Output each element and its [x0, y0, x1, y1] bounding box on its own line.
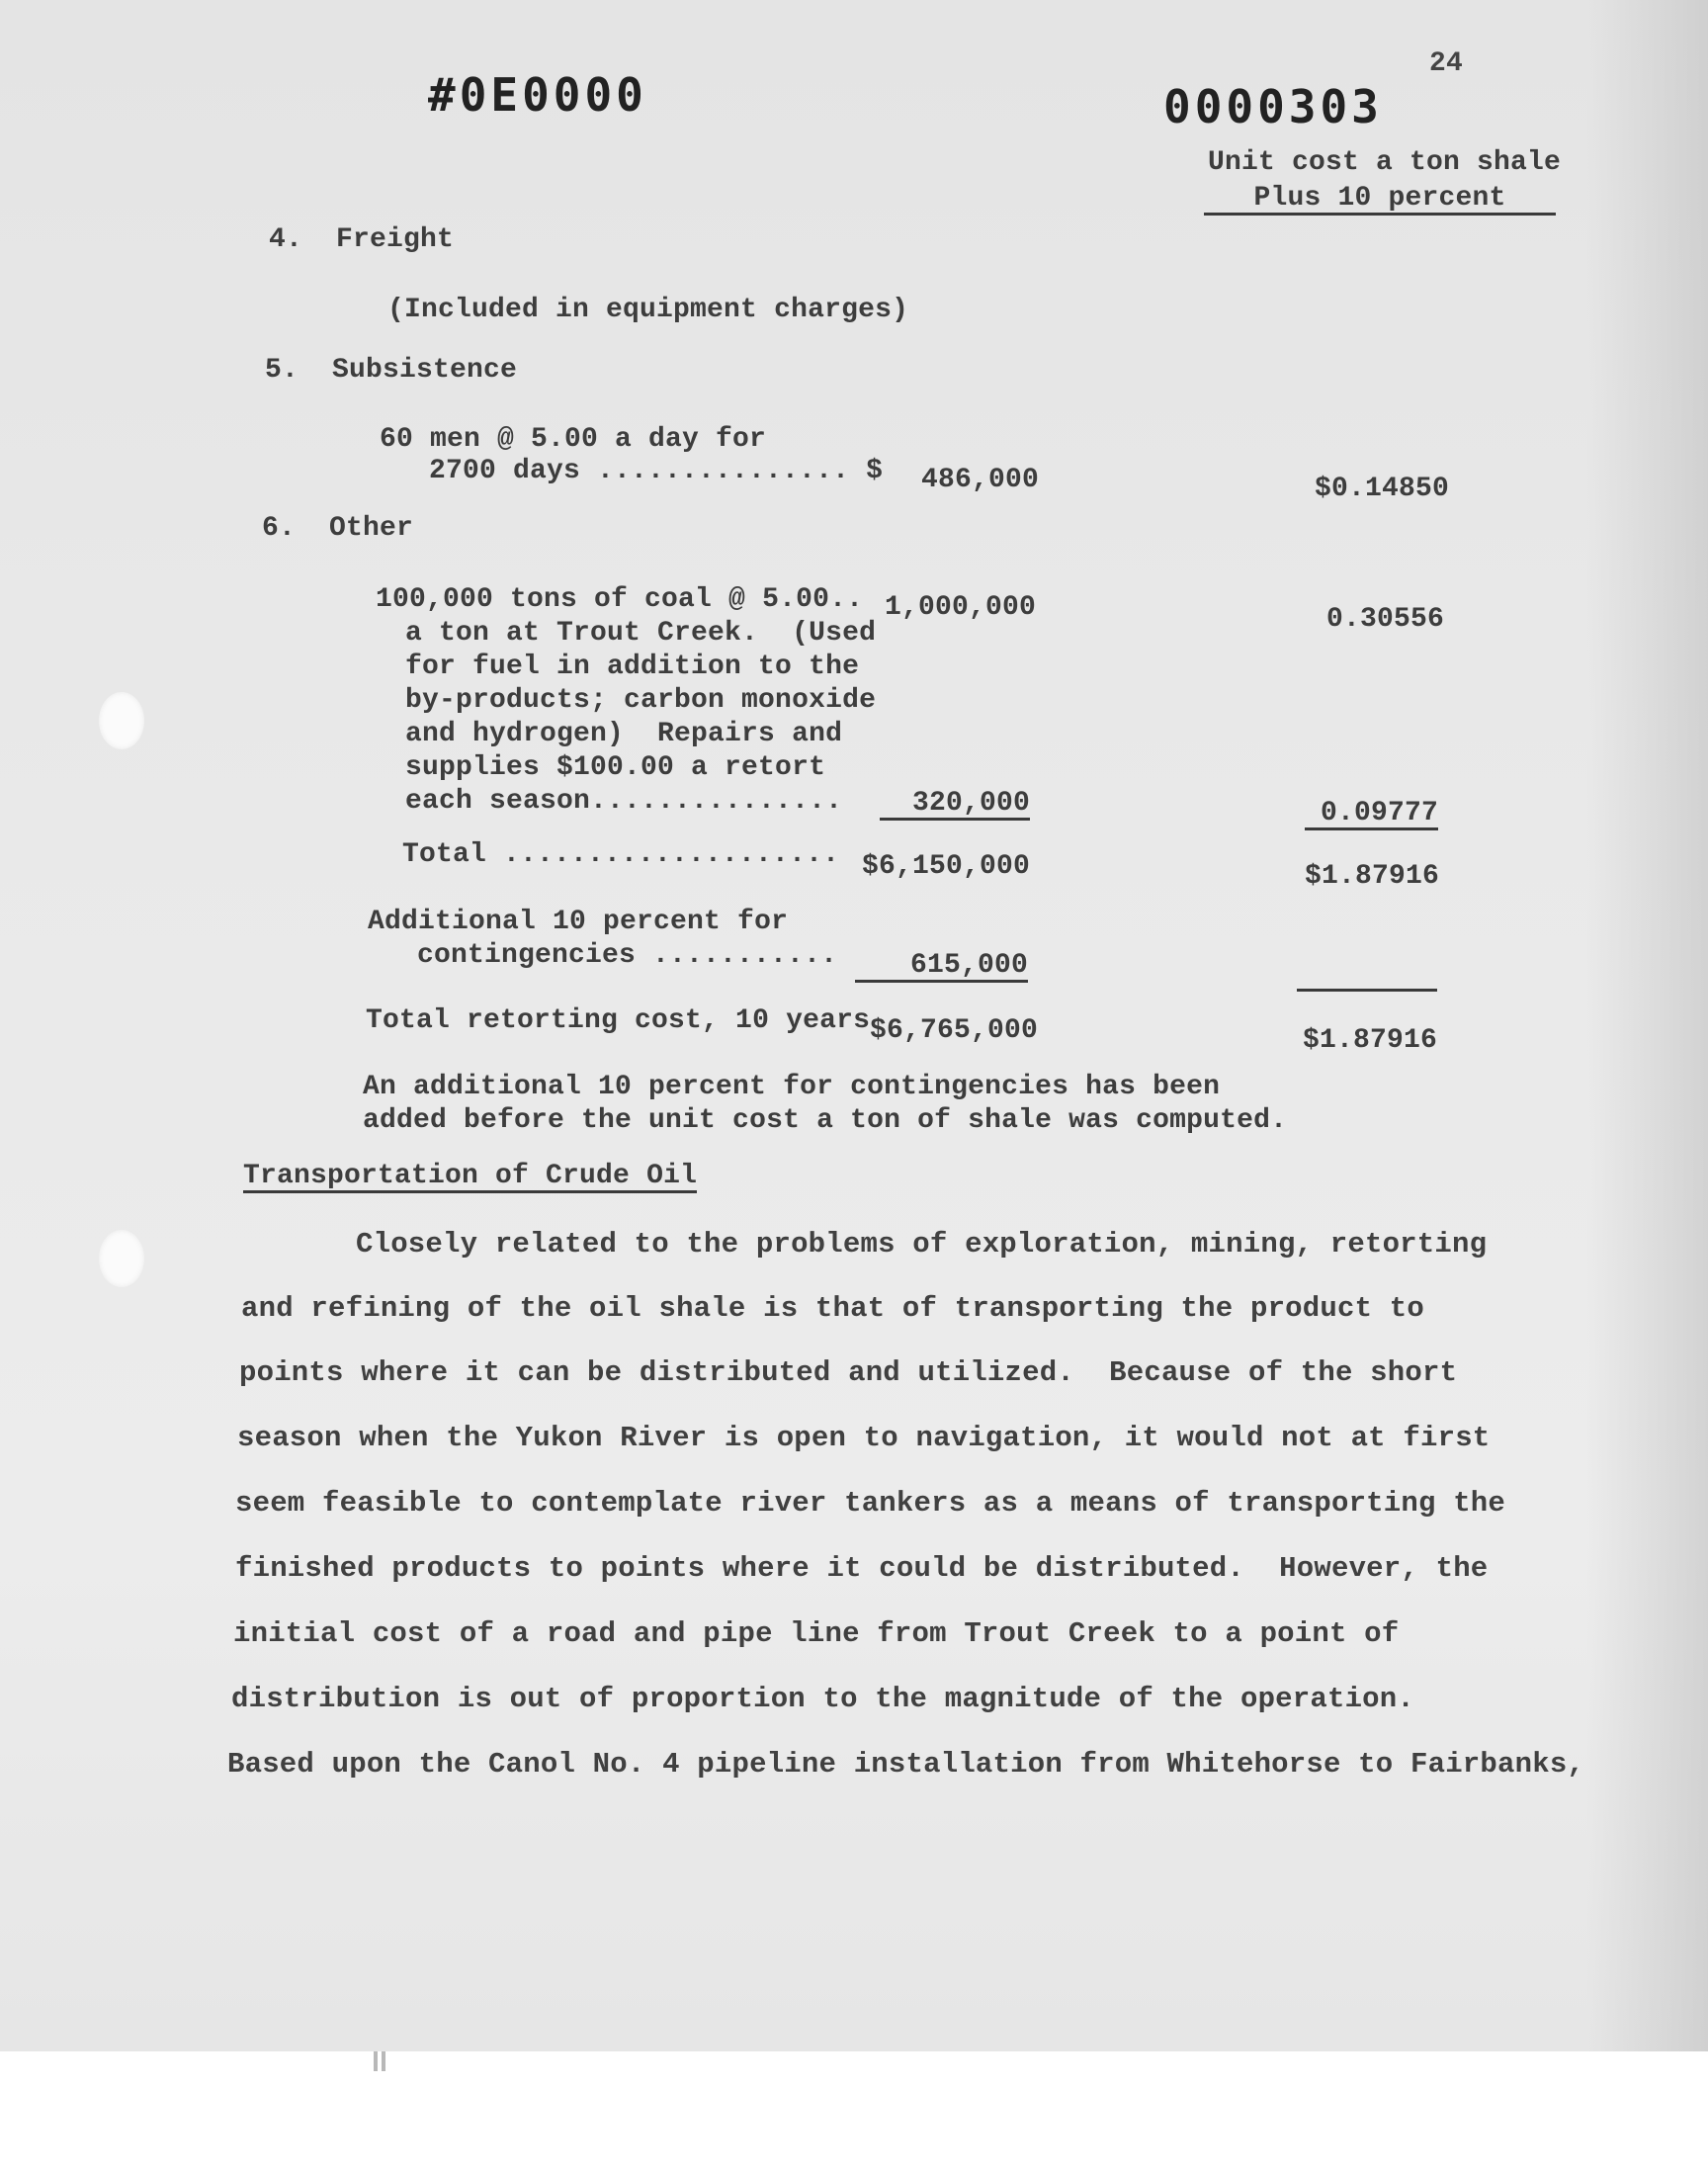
- additional-line: contingencies ...........: [417, 940, 838, 971]
- subsistence-line: 2700 days ............... $: [429, 456, 884, 486]
- page-shadow: [1586, 0, 1708, 2051]
- retorting-label: Total retorting cost, 10 years: [366, 1005, 871, 1036]
- coal-line: 100,000 tons of coal @ 5.00..: [376, 584, 864, 615]
- retorting-unit-cost: $1.87916: [1303, 1025, 1438, 1056]
- section-heading-transportation: Transportation of Crude Oil: [243, 1161, 698, 1191]
- subsistence-unit-cost: $0.14850: [1315, 474, 1450, 504]
- coal-line: by-products; carbon monoxide: [405, 685, 877, 716]
- paragraph-line: Closely related to the problems of exploration, mining, retorting: [356, 1228, 1488, 1261]
- total-label: Total ....................: [402, 839, 840, 870]
- retorting-amount: $6,765,000: [870, 1015, 1039, 1046]
- paragraph-line: finished products to points where it could be distributed. However, the: [235, 1552, 1489, 1585]
- repairs-amount: 320,000: [880, 789, 1030, 821]
- additional-line: Additional 10 percent for: [368, 907, 789, 937]
- coal-amount: 1,000,000: [885, 592, 1037, 623]
- paragraph-line: initial cost of a road and pipe line from Trout Creek to a point of: [233, 1617, 1400, 1650]
- coal-line: each season...............: [405, 786, 843, 817]
- page-number: 24: [1429, 48, 1464, 79]
- section-heading-subsistence: 5. Subsistence: [265, 355, 518, 386]
- contingency-note: An additional 10 percent for contingencies has been: [363, 1072, 1221, 1102]
- unit-cost-rule: [1297, 989, 1437, 992]
- paragraph-line: season when the Yukon River is open to navigation, it would not at first: [237, 1422, 1491, 1454]
- paragraph-line: Based upon the Canol No. 4 pipeline installation from Whitehorse to Fairbanks,: [227, 1748, 1585, 1781]
- column-heading: Unit cost a ton shale: [1208, 147, 1562, 178]
- punch-hole: [99, 692, 144, 749]
- total-amount: $6,150,000: [862, 851, 1031, 882]
- freight-note: (Included in equipment charges): [387, 295, 909, 325]
- coal-line: a ton at Trout Creek. (Used: [405, 618, 877, 649]
- column-subheading: Plus 10 percent: [1204, 184, 1556, 216]
- section-heading-other: 6. Other: [262, 513, 414, 544]
- punch-hole: [99, 1230, 144, 1287]
- additional-amount: 615,000: [855, 951, 1028, 983]
- subsistence-line: 60 men @ 5.00 a day for: [380, 424, 767, 455]
- repairs-unit-cost: 0.09777: [1305, 799, 1438, 830]
- coal-line: for fuel in addition to the: [405, 652, 860, 682]
- paragraph-line: distribution is out of proportion to the magnitude of the operation.: [231, 1683, 1414, 1715]
- document-stamp-left: #0E0000: [428, 68, 647, 122]
- paragraph-line: seem feasible to contemplate river tankers as a means of transporting the: [235, 1487, 1506, 1520]
- document-stamp-right: 0000303: [1163, 80, 1383, 133]
- paragraph-line: points where it can be distributed and utilized. Because of the short: [239, 1356, 1458, 1389]
- total-unit-cost: $1.87916: [1305, 861, 1440, 892]
- scan-mark: [382, 2051, 385, 2071]
- section-heading-freight: 4. Freight: [269, 224, 455, 255]
- coal-line: and hydrogen) Repairs and: [405, 719, 843, 749]
- paragraph-line: and refining of the oil shale is that of transporting the product to: [241, 1292, 1424, 1325]
- scan-mark: [374, 2051, 378, 2071]
- coal-unit-cost: 0.30556: [1326, 604, 1445, 635]
- coal-line: supplies $100.00 a retort: [405, 752, 826, 783]
- contingency-note: added before the unit cost a ton of shale was computed.: [363, 1105, 1288, 1136]
- subsistence-amount: 486,000: [921, 465, 1040, 495]
